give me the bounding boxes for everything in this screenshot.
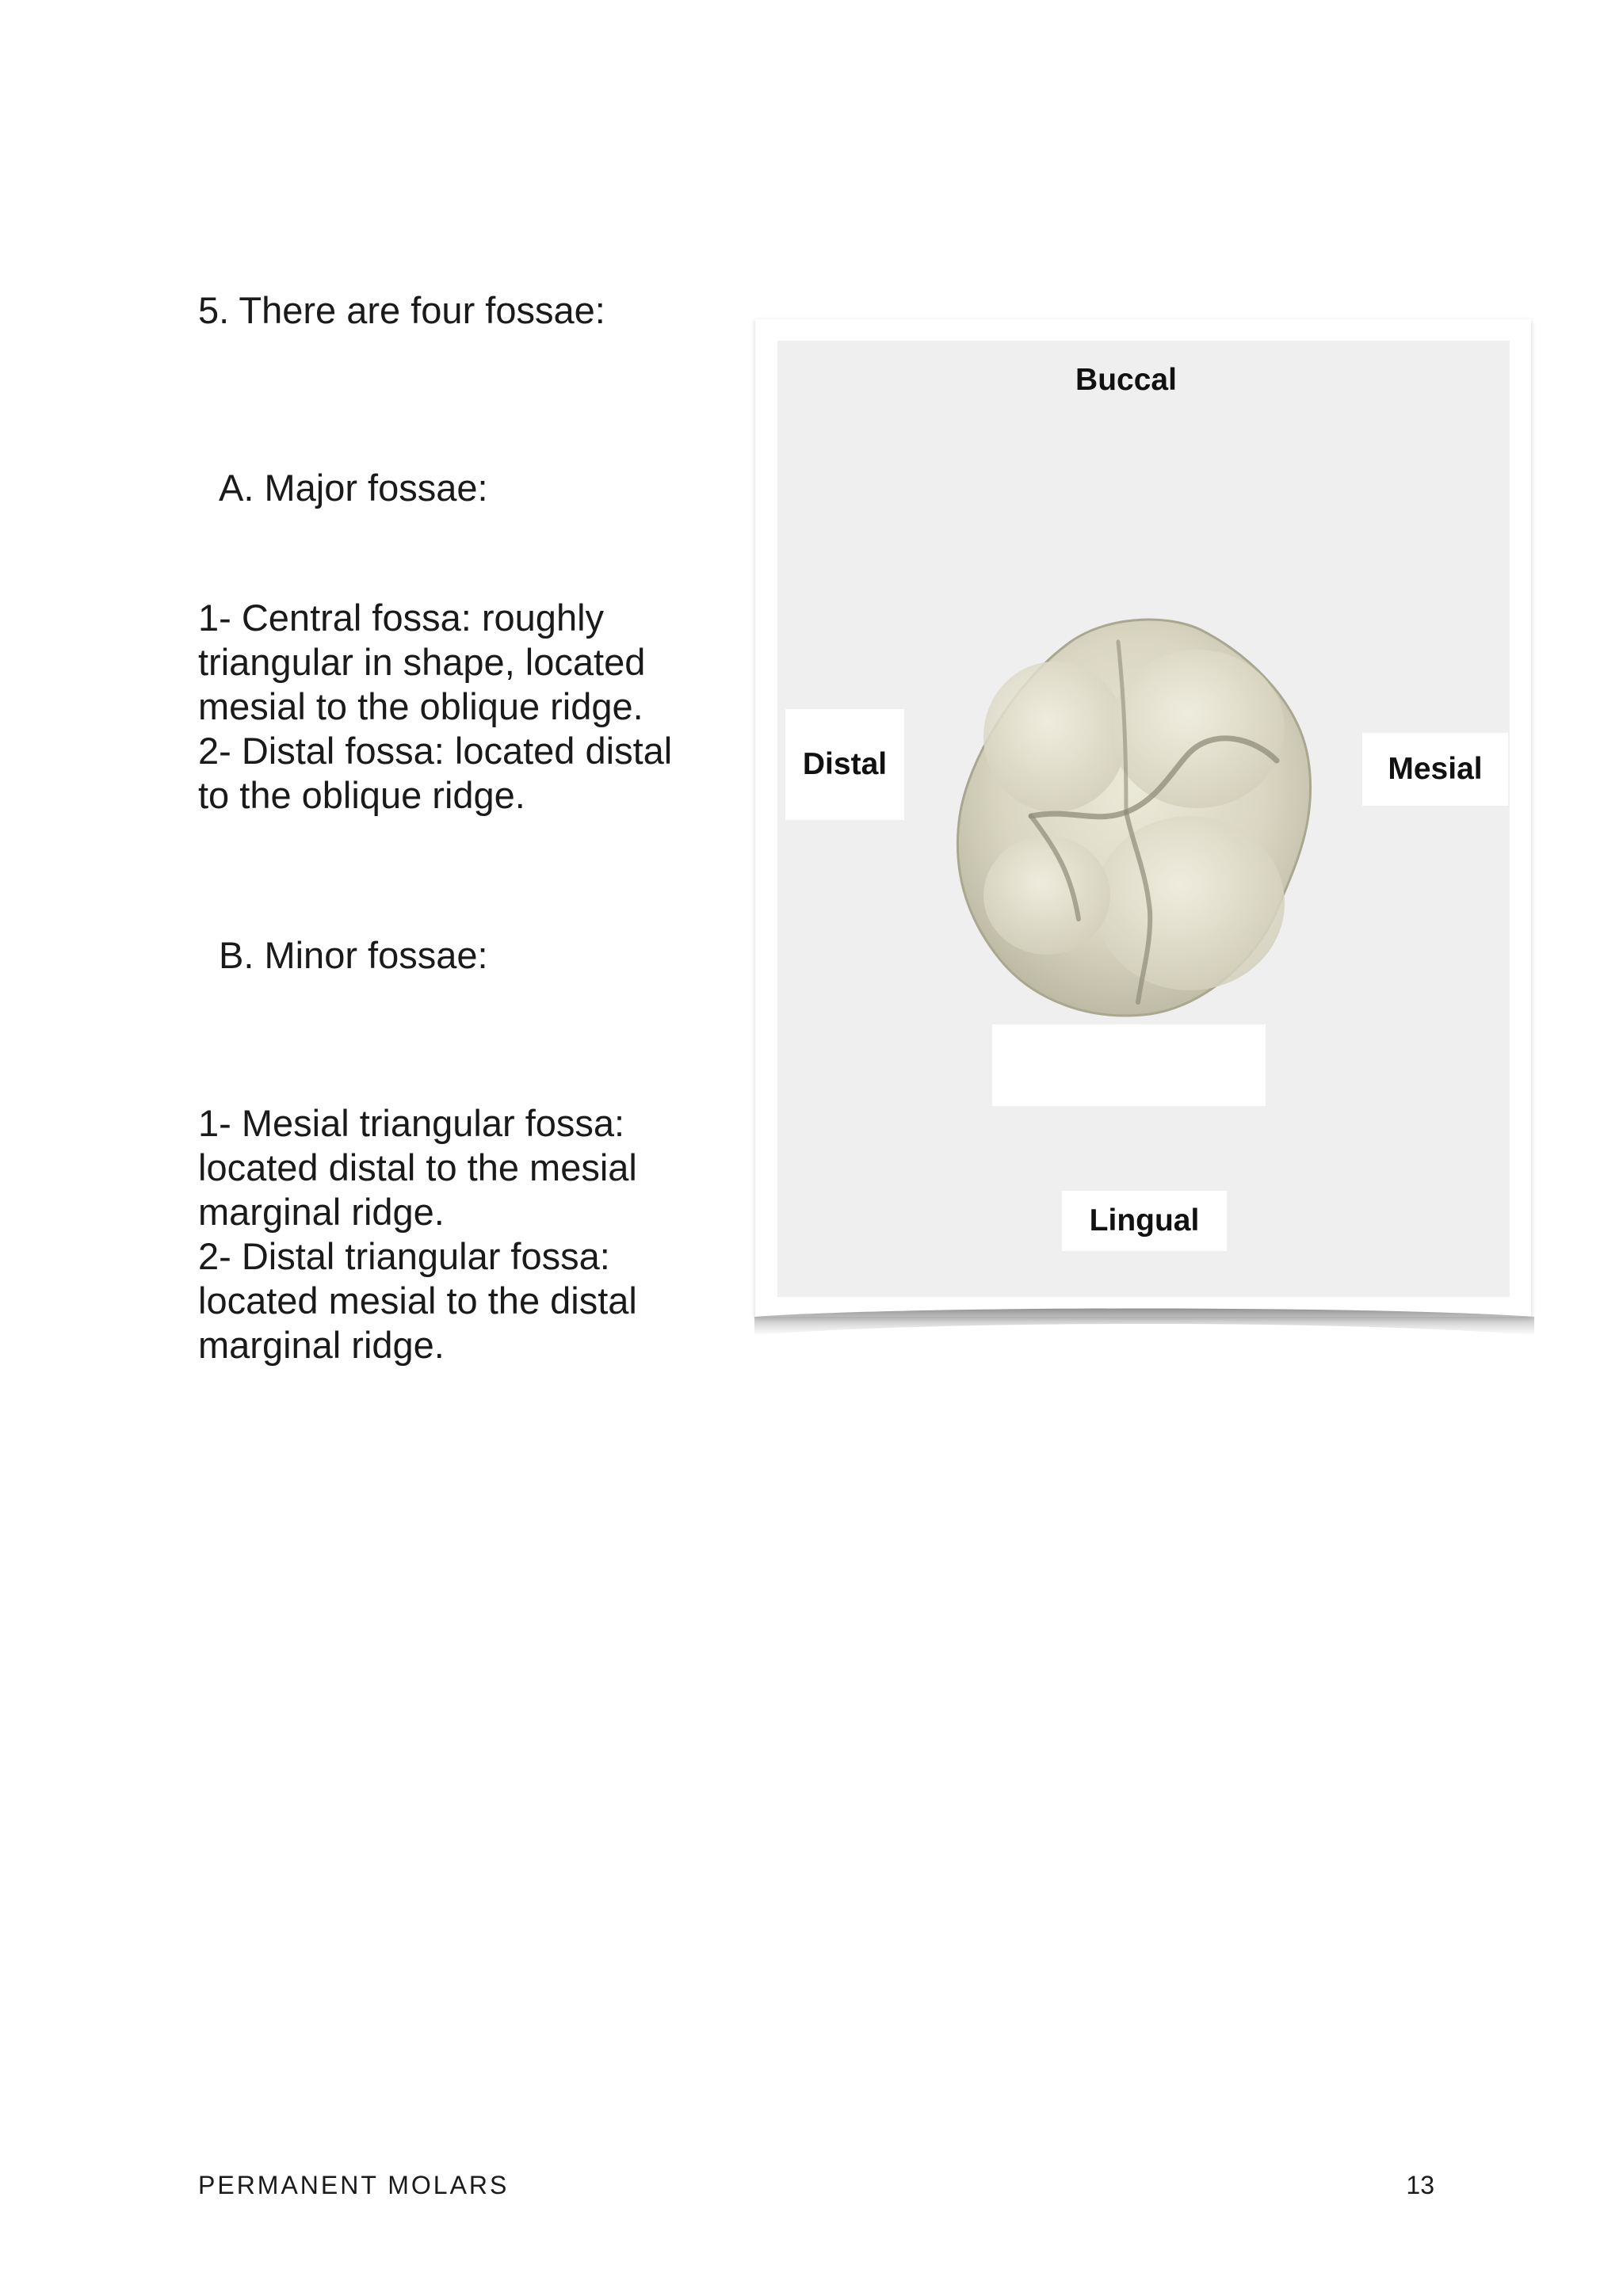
- major-fossae-text: 1- Central fossa: roughly triangular in shape, located mesial to the oblique ridge. 2- Distal fossa: located distal to the oblique ridge.: [198, 597, 673, 816]
- cusp-distolingual: [983, 836, 1110, 955]
- subheading-major-fossae: A. Major fossae:: [219, 467, 488, 509]
- cusp-mesiolingual: [1094, 816, 1285, 990]
- label-distal-box: [785, 709, 904, 820]
- label-lingual-box: [1062, 1191, 1227, 1251]
- blank-label-box: [992, 1024, 1266, 1106]
- label-mesial-box: [1362, 733, 1508, 806]
- footer-section-title: PERMANENT MOLARS: [198, 2171, 510, 2199]
- label-mesial: Mesial: [1388, 752, 1483, 786]
- minor-fossae-text: 1- Mesial triangular fossa: located distal to the mesial marginal ridge. 2- Distal triangular fossa: located mesial to the distal marginal ridge.: [198, 1102, 637, 1366]
- subheading-minor-fossae: B. Minor fossae:: [219, 934, 488, 976]
- tooth-figure: [755, 319, 1531, 1317]
- label-distal: Distal: [802, 747, 888, 781]
- cusp-distobuccal: [983, 662, 1126, 812]
- section-heading: 5. There are four fossae:: [198, 289, 605, 331]
- label-buccal: Buccal: [1075, 363, 1177, 397]
- molar-occlusal-illustration: [936, 610, 1332, 1022]
- page-number: 13: [1406, 2171, 1434, 2199]
- figure-plate: [777, 341, 1510, 1297]
- cusp-mesiobuccal: [1110, 650, 1285, 808]
- label-lingual: Lingual: [1089, 1203, 1200, 1238]
